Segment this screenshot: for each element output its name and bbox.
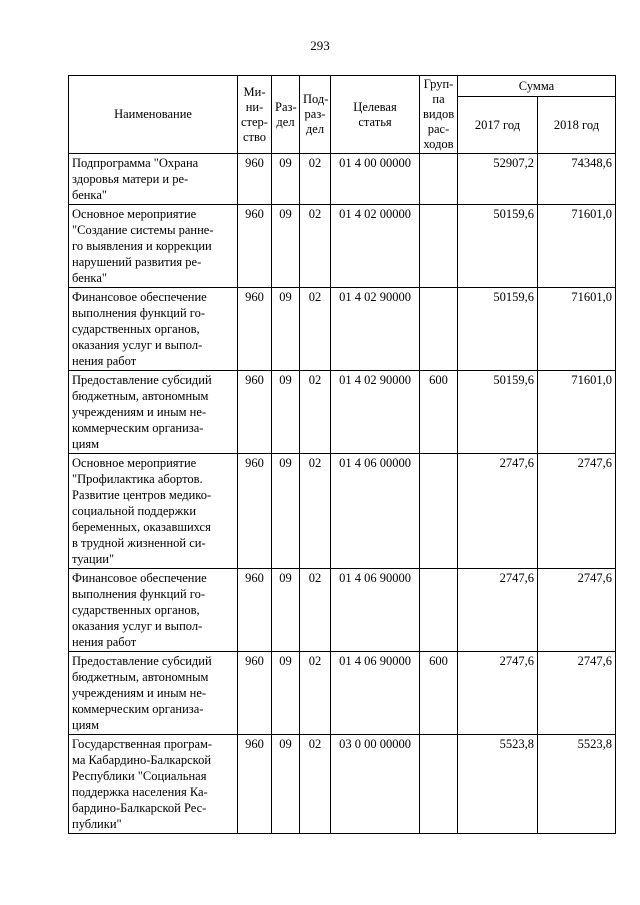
- cell-target: 01 4 02 90000: [331, 371, 420, 454]
- cell-target: 03 0 00 00000: [331, 735, 420, 834]
- table-row: [69, 454, 616, 569]
- cell-name: Основное мероприятие "Создание системы ранне- го выявления и коррекции нарушений развития ре- бенка": [69, 205, 238, 288]
- cell-ministry: 960: [238, 735, 272, 834]
- cell-2017: 5523,8: [458, 735, 538, 834]
- cell-name: Финансовое обеспечение выполнения функций го- сударственных органов, оказания услуг и выпол- нения работ: [69, 288, 238, 371]
- cell-2017: 52907,2: [458, 154, 538, 205]
- cell-section: 09: [272, 205, 300, 288]
- cell-section: 09: [272, 652, 300, 735]
- table-row: [69, 569, 616, 652]
- cell-target: 01 4 02 00000: [331, 205, 420, 288]
- cell-2018: 2747,6: [538, 652, 616, 735]
- cell-section: 09: [272, 371, 300, 454]
- cell-section: 09: [272, 288, 300, 371]
- cell-expense-group: [420, 154, 458, 205]
- cell-2017: 2747,6: [458, 652, 538, 735]
- cell-target: 01 4 06 90000: [331, 569, 420, 652]
- cell-2018: 71601,0: [538, 205, 616, 288]
- cell-name: Государственная програм- ма Кабардино-Балкарской Республики "Социальная поддержка населения Ка- бардино-Балкарской Рес- публики": [69, 735, 238, 834]
- cell-2017: 2747,6: [458, 454, 538, 569]
- cell-section: 09: [272, 154, 300, 205]
- cell-subsection: 02: [300, 205, 331, 288]
- cell-2017: 50159,6: [458, 371, 538, 454]
- cell-name: Предоставление субсидий бюджетным, автономным учреждениям и иным не- коммерческим организа- циям: [69, 371, 238, 454]
- cell-ministry: 960: [238, 371, 272, 454]
- cell-subsection: 02: [300, 569, 331, 652]
- table-row: [69, 735, 616, 834]
- header-section: Раз- дел: [272, 76, 300, 154]
- cell-name: Подпрограмма "Охрана здоровья матери и ре- бенка": [69, 154, 238, 205]
- cell-expense-group: [420, 569, 458, 652]
- table-row: [69, 205, 616, 288]
- header-year-2017: 2017 год: [458, 97, 538, 154]
- cell-target: 01 4 02 90000: [331, 288, 420, 371]
- cell-expense-group: [420, 205, 458, 288]
- header-ministry: Ми- ни- стер- ство: [238, 76, 272, 154]
- cell-expense-group: 600: [420, 371, 458, 454]
- table-body: [69, 154, 616, 834]
- cell-subsection: 02: [300, 371, 331, 454]
- cell-expense-group: [420, 288, 458, 371]
- header-name: Наименование: [69, 76, 238, 154]
- header-year-2018: 2018 год: [538, 97, 616, 154]
- cell-subsection: 02: [300, 735, 331, 834]
- cell-subsection: 02: [300, 652, 331, 735]
- header-row: [69, 76, 616, 97]
- cell-ministry: 960: [238, 454, 272, 569]
- cell-section: 09: [272, 569, 300, 652]
- cell-expense-group: 600: [420, 652, 458, 735]
- cell-2018: 2747,6: [538, 569, 616, 652]
- cell-target: 01 4 06 00000: [331, 454, 420, 569]
- cell-section: 09: [272, 735, 300, 834]
- cell-expense-group: [420, 454, 458, 569]
- cell-2017: 50159,6: [458, 205, 538, 288]
- header-sum: Сумма: [458, 76, 616, 97]
- cell-2017: 2747,6: [458, 569, 538, 652]
- table-row: [69, 154, 616, 205]
- cell-name: Предоставление субсидий бюджетным, автономным учреждениям и иным не- коммерческим организа- циям: [69, 652, 238, 735]
- cell-ministry: 960: [238, 569, 272, 652]
- table-row: [69, 288, 616, 371]
- budget-table: [68, 75, 616, 834]
- cell-2018: 74348,6: [538, 154, 616, 205]
- table-row: [69, 652, 616, 735]
- page-number: 293: [310, 38, 330, 53]
- cell-section: 09: [272, 454, 300, 569]
- header-expense-group: Груп- па видов рас- ходов: [420, 76, 458, 154]
- cell-ministry: 960: [238, 652, 272, 735]
- cell-2018: 5523,8: [538, 735, 616, 834]
- cell-2017: 50159,6: [458, 288, 538, 371]
- cell-subsection: 02: [300, 154, 331, 205]
- header-target: Целевая статья: [331, 76, 420, 154]
- cell-subsection: 02: [300, 454, 331, 569]
- cell-ministry: 960: [238, 154, 272, 205]
- cell-2018: 71601,0: [538, 288, 616, 371]
- header-subsection: Под- раз- дел: [300, 76, 331, 154]
- cell-ministry: 960: [238, 288, 272, 371]
- cell-subsection: 02: [300, 288, 331, 371]
- table-row: [69, 371, 616, 454]
- cell-ministry: 960: [238, 205, 272, 288]
- cell-name: Основное мероприятие "Профилактика абортов. Развитие центров медико- социальной поддержки беременных, оказавшихся в трудной жизненной си- туации": [69, 454, 238, 569]
- cell-name: Финансовое обеспечение выполнения функций го- сударственных органов, оказания услуг и выпол- нения работ: [69, 569, 238, 652]
- cell-target: 01 4 00 00000: [331, 154, 420, 205]
- cell-expense-group: [420, 735, 458, 834]
- cell-2018: 2747,6: [538, 454, 616, 569]
- cell-2018: 71601,0: [538, 371, 616, 454]
- cell-target: 01 4 06 90000: [331, 652, 420, 735]
